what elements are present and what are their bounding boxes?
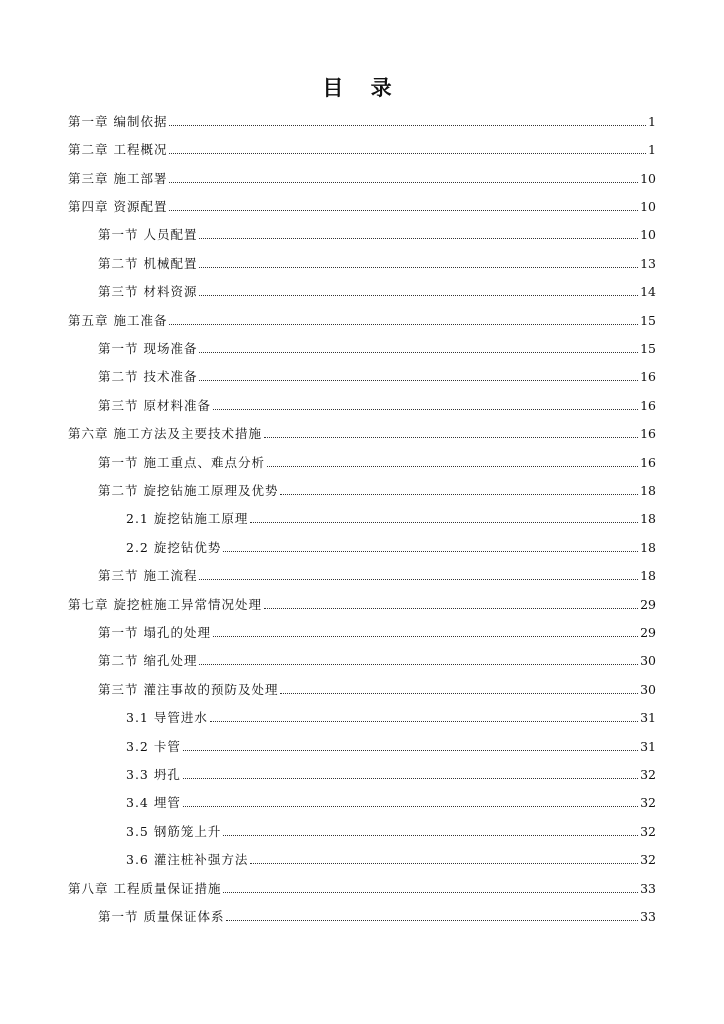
toc-entry-page: 32 [640,767,656,782]
toc-entry-page: 18 [640,483,656,498]
toc-entry[interactable] [98,284,656,300]
toc-entry[interactable] [98,398,656,414]
toc-entry-label: 第五章 施工准备 [68,313,168,328]
dot-leader [199,380,638,381]
toc-entry-page: 32 [640,852,656,867]
toc-entry[interactable] [68,313,656,329]
toc-entry-page: 16 [640,455,656,470]
toc-entry[interactable] [68,114,656,130]
dot-leader [199,267,638,268]
toc-entry-page: 18 [640,540,656,555]
toc-entry[interactable] [98,682,656,698]
dot-leader [267,466,638,467]
toc-entry-page: 33 [640,881,656,896]
toc-entry-label: 第二节 缩孔处理 [98,653,198,668]
dot-leader [199,664,638,665]
dot-leader [223,892,638,893]
toc-entry-label: 3.4 埋管 [126,795,181,810]
toc-entry[interactable] [68,142,656,158]
toc-entry[interactable] [98,369,656,385]
toc-entry[interactable] [98,227,656,243]
toc-entry[interactable] [68,426,656,442]
dot-leader [226,920,638,921]
dot-leader [223,835,638,836]
toc-entry-page: 32 [640,824,656,839]
toc-entry-label: 第三节 材料资源 [98,284,198,299]
toc-entry-page: 15 [640,313,656,328]
dot-leader [169,210,638,211]
dot-leader [213,636,638,637]
toc-entry-page: 18 [640,568,656,583]
dot-leader [250,863,638,864]
toc-entry-page: 15 [640,341,656,356]
toc-entry-label: 第三章 施工部署 [68,171,168,186]
toc-entry[interactable] [98,341,656,357]
toc-entry-label: 第四章 资源配置 [68,199,168,214]
toc-entry-page: 16 [640,426,656,441]
toc-entry-label: 3.5 钢筋笼上升 [126,824,222,839]
dot-leader [213,409,638,410]
dot-leader [264,608,638,609]
toc-entry-page: 10 [640,199,656,214]
toc-entry-label: 第二节 旋挖钻施工原理及优势 [98,483,279,498]
toc-entry-label: 第三节 原材料准备 [98,398,211,413]
dot-leader [169,125,646,126]
dot-leader [199,579,638,580]
toc-entry[interactable] [126,710,656,726]
toc-entry-label: 3.6 灌注桩补强方法 [126,852,249,867]
toc-entry[interactable] [126,824,656,840]
toc-entry[interactable] [68,597,656,613]
dot-leader [210,721,638,722]
toc-entry[interactable] [98,625,656,641]
toc-entry-page: 16 [640,369,656,384]
toc-entry-page: 30 [640,653,656,668]
dot-leader [169,153,646,154]
toc-entry-page: 13 [640,256,656,271]
toc-entry-page: 32 [640,795,656,810]
toc-entry-label: 第二章 工程概况 [68,142,168,157]
toc-entry[interactable] [126,540,656,556]
toc-entry-page: 18 [640,511,656,526]
toc-entry[interactable] [68,199,656,215]
toc-entry-label: 第一节 施工重点、难点分析 [98,455,265,470]
toc-entry[interactable] [68,171,656,187]
toc-entry-label: 第三节 施工流程 [98,568,198,583]
toc-entry[interactable] [126,511,656,527]
toc-entry-label: 第七章 旋挖桩施工异常情况处理 [68,597,262,612]
toc-entry-label: 第一节 人员配置 [98,227,198,242]
dot-leader [183,778,638,779]
toc-entry-page: 29 [640,625,656,640]
dot-leader [169,324,638,325]
toc-entry-page: 10 [640,171,656,186]
toc-entry-page: 29 [640,597,656,612]
toc-entry[interactable] [126,852,656,868]
dot-leader [183,806,638,807]
toc-entry-label: 2.1 旋挖钻施工原理 [126,511,249,526]
page-title: 目 录 [322,76,402,100]
toc-entry-page: 16 [640,398,656,413]
dot-leader [183,750,638,751]
dot-leader [280,494,638,495]
toc-entry[interactable] [98,455,656,471]
toc-entry-label: 2.2 旋挖钻优势 [126,540,222,555]
dot-leader [199,295,638,296]
toc-entry-label: 第三节 灌注事故的预防及处理 [98,682,279,697]
toc-entry-page: 33 [640,909,656,924]
toc-entry-label: 3.3 坍孔 [126,767,181,782]
toc-entry-label: 3.1 导管进水 [126,710,208,725]
toc-entry-page: 1 [648,142,656,157]
dot-leader [250,522,638,523]
toc-entry[interactable] [126,739,656,755]
toc-entry-label: 第一节 现场准备 [98,341,198,356]
dot-leader [223,551,638,552]
toc-entry[interactable] [98,653,656,669]
toc-entry-page: 31 [640,739,656,754]
toc-entry[interactable] [98,483,656,499]
dot-leader [264,437,638,438]
toc-entry-page: 1 [648,114,656,129]
toc-entry[interactable] [126,767,656,783]
toc-entry-label: 第二节 技术准备 [98,369,198,384]
toc-entry-page: 31 [640,710,656,725]
toc-entry[interactable] [98,256,656,272]
toc-entry[interactable] [98,909,656,925]
dot-leader [169,182,638,183]
toc-entry[interactable] [68,881,656,897]
toc-entry-label: 第一节 质量保证体系 [98,909,225,924]
dot-leader [199,238,638,239]
dot-leader [280,693,638,694]
toc-entry-label: 第一节 塌孔的处理 [98,625,211,640]
toc-entry[interactable] [126,795,656,811]
toc-entry[interactable] [98,568,656,584]
dot-leader [199,352,638,353]
toc-entry-page: 14 [640,284,656,299]
toc-entry-label: 第二节 机械配置 [98,256,198,271]
toc-entry-page: 10 [640,227,656,242]
toc-entry-page: 30 [640,682,656,697]
toc-entry-label: 第六章 施工方法及主要技术措施 [68,426,262,441]
toc-entry-label: 第一章 编制依据 [68,114,168,129]
toc-entry-label: 第八章 工程质量保证措施 [68,881,222,896]
toc-entry-label: 3.2 卡管 [126,739,181,754]
